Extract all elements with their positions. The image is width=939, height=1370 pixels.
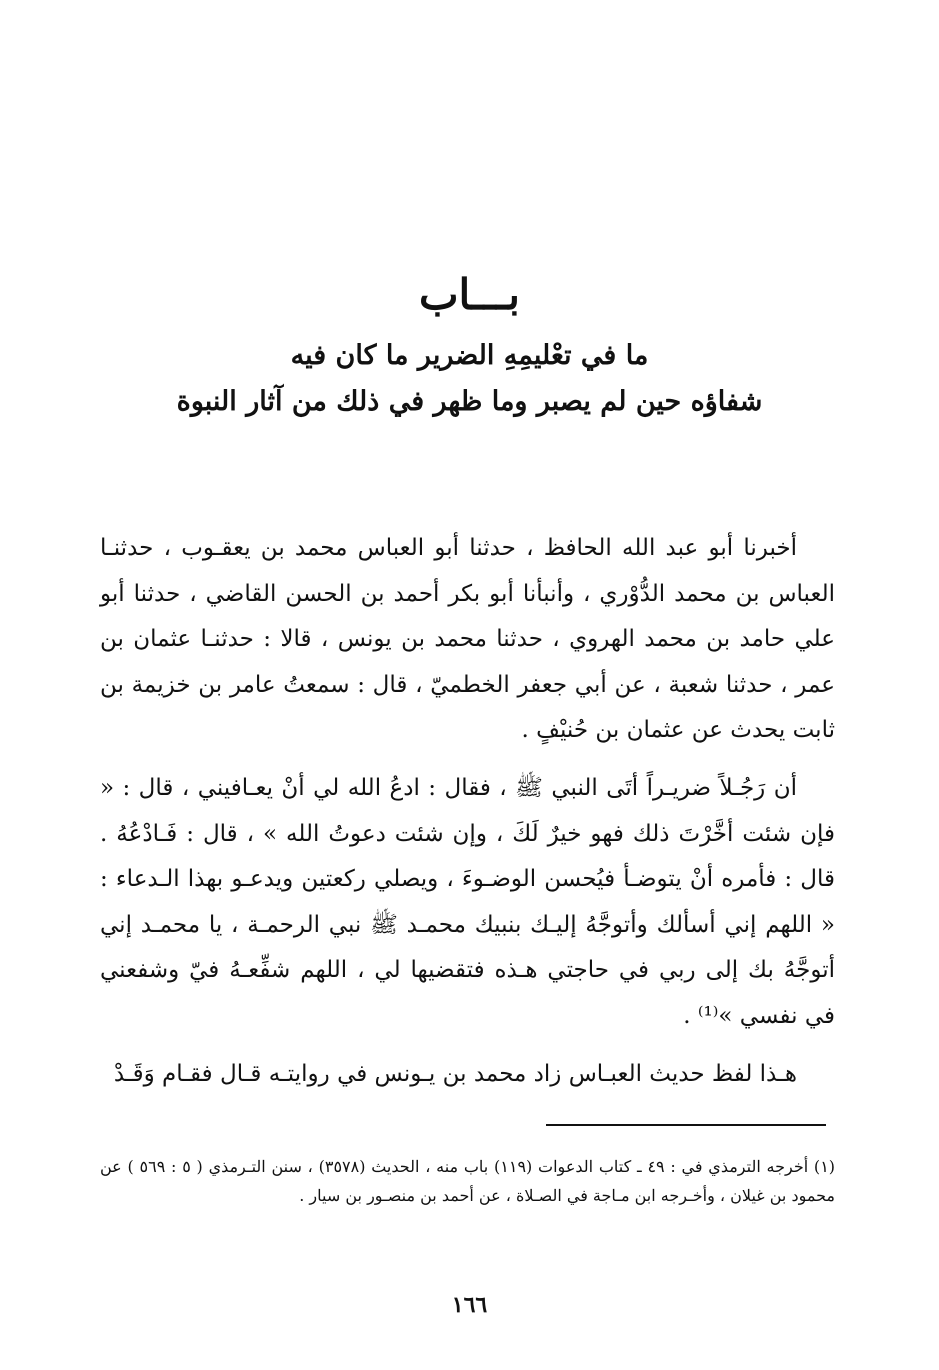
page-number: ١٦٦ — [451, 1292, 488, 1318]
footnote: (١) أخرجه الترمذي في : ٤٩ ـ كتاب الدعوات (١١٩) باب منه ، الحديث (٣٥٧٨) ، سنن التـرمذي ( ٥ : ٥٦٩ ) عن محمود بن غيلان ، وأخـرجه ابن مـاجة في الصـلاة ، عن أحمد بن منصـور بن سيار . — [100, 1157, 836, 1205]
body-paragraph-3: هـذا لفظ حديث العبـاس زاد محمد بن يـونس في روايتـه قـال فقـام وَقَـدْ — [113, 1061, 797, 1087]
chapter-title-line-2: شفاؤه حين لم يصبر وما ظهر في ذلك من آثار النبوة — [176, 386, 763, 417]
footnote-separator — [546, 1124, 826, 1126]
chapter-title-line-1: ما في تعْليمِهِ الضرير ما كان فيه — [290, 340, 649, 371]
body-paragraph-1: أخبرنا أبو عبد الله الحافظ ، حدثنا أبو العباس محمد بن يعقـوب ، حدثنـا العباس بن محمد الدُّوْري ، وأنبأنا أبو بكر أحمد بن الحسن القاضي ، حدثنا أبو علي حامد بن محمد الهروي ، حدثنا محمد بن يونس ، قالا : حدثنـا عثمان بن عمر ، حدثنا شعبة ، عن أبي جعفر الخطميّ ، قال : سمعتُ عامر بن خزيمة بن ثابت يحدث عن عثمان بن حُنيْفٍ . — [100, 535, 835, 743]
chapter-heading: بـــاب — [419, 270, 520, 319]
body-paragraph-2: أن رَجُـلاً ضريـراً أتَى النبي ﷺ ، فقال : ادعُ الله لي أنْ يعـافيني ، قال : « فإن شئت أخَّرْتَ ذلك فهو خيرٌ لَكَ ، وإن شئت دعوتُ الله » ، قال : فَـادْعُهُ . قال : فأمره أنْ يتوضـأ فيُحسن الوضـوءَ ، ويصلي ركعتين ويدعـو بهذا الـدعاء : « اللهم إني أسألك وأتوجَّهُ إليـك بنبيك محمـد ﷺ نبي الرحمـة ، يا محمـد إني أتوجَّهُ بك إلى ربي في حاجتي هـذه فتقضيها لي ، اللهم شفِّعـهُ فيّ وشفعني في نفسي »⁽¹⁾ . — [100, 775, 835, 1029]
